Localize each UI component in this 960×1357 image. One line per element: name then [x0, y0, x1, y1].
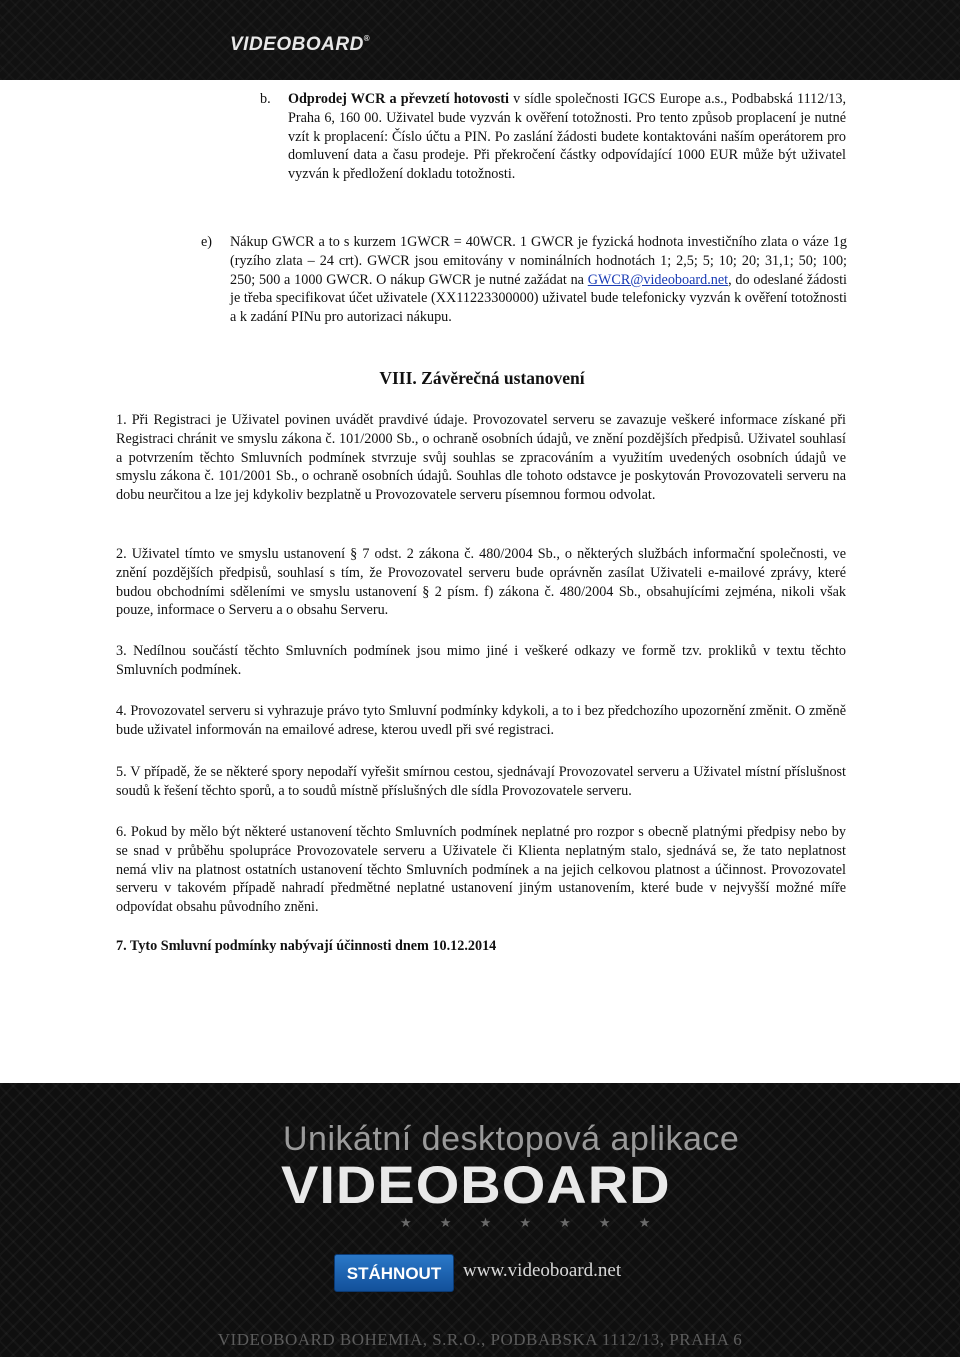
section-e-label: e): [201, 234, 213, 250]
registered-mark: ®: [363, 34, 371, 43]
banner-tagline: Unikátní desktopová aplikace: [283, 1120, 740, 1158]
paragraph-3: 3. Nedílnou součástí těchto Smluvních podmínek jsou mimo jiné i veškeré odkazy ve formě tzv. prokliků v textu těchto Smluvních podmínek.: [116, 643, 846, 678]
section-e-text: Nákup GWCR a to s kurzem 1GWCR = 40WCR. 1 GWCR je fyzická hodnota investičního zlata o váze 1g (ryzího zlata – 24 crt). GWCR jsou emitovány v nominálních hodnotách 1; 2,5; 5; 10; 20; 31,1; 50; 100; 250; 500 a 1000 GWCR. O nákup GWCR je nutné zažádat na: [230, 234, 847, 288]
banner-brand-logo: VIDEOBOARD: [281, 1154, 671, 1215]
email-link[interactable]: GWCR@videoboard.net: [587, 271, 729, 288]
website-link[interactable]: www.videoboard.net: [463, 1260, 622, 1281]
paragraph-1: 1. Při Registraci je Uživatel povinen uvádět pravdivé údaje. Provozovatel serveru se zavazuje veškeré informace získané při Registraci chránit ve smyslu zákona č. 101/2000 Sb., o ochraně osobních údajů, ve znění pozdějších předpisů. Uživatel souhlasí a potvrzením těchto Smluvních podmínek stvrzuje svůj souhlas se zpracováním a využitím uvedených osobních údajů ve smyslu zákona č. 101/2001 Sb., o ochraně osobních údajů. Souhlas dle tohoto odstavce je poskytován Provozovateli serveru na dobu neurčitou a lze jej kdykoliv bezplatně u Provozovatele serveru písemnou formou odvolat.: [116, 412, 846, 504]
paragraph-5: 5. V případě, že se některé spory nepodaří vyřešit smírnou cestou, sjednávají Provozovatel serveru a Uživatel místní příslušnost soudů k řešení těchto sporů, a to soudů místně příslušných dle sídla Provozovatele serveru.: [116, 764, 846, 799]
header-bar: [0, 0, 960, 80]
section-e-text-2: , do odeslané žádosti je třeba specifikovat účet uživatele (XX11223300000) uživatel bude telefonicky vyzván k ověření totožnosti a k zadání PINu pro autorizaci nákupu.: [230, 271, 847, 326]
section-b-label: b.: [260, 91, 271, 107]
section-b-text: v sídle společnosti IGCS Europe a.s., Podbabská 1112/13, Praha 6, 160 00. Uživatel bude vyzván k ověření totožnosti. Pro tento způsob proplacení je nutné vzít k proplacení: Číslo účtu a PIN. Po zaslání žádosti budete kontaktováni naším operátorem pro domluvení data a času prodeje. Při překročení částky odpovídající 1000 EUR může být uživatel vyzván k předložení dokladu totožnosti.: [288, 91, 846, 183]
section-heading: VIII. Závěrečná ustanovení: [379, 368, 585, 388]
section-e: [201, 233, 847, 327]
download-button[interactable]: STÁHNOUT: [334, 1254, 454, 1292]
paragraph-4: 4. Provozovatel serveru si vyhrazuje právo tyto Smluvní podmínky kdykoli, a to i bez předchozího upozornění změnit. O změně bude uživatel informován na emailové adrese, kterou uvedl při své registraci.: [116, 703, 846, 738]
paragraph-2: 2. Uživatel tímto ve smyslu ustanovení § 7 odst. 2 zákona č. 480/2004 Sb., o některých službách informační společnosti, ve znění pozdějších předpisů, souhlasí s tím, že Provozovatel serveru bude oprávněn zasílat Uživateli e-mailové zprávy, které budou obchodními sděleními ve smyslu ustanovení § 2 písm. f) zákona č. 480/2004 Sb., obsahujícími zejména, nikoli však pouze, informace o Serveru a o obsahu Serveru.: [116, 546, 846, 619]
paragraph-6: 6. Pokud by mělo být některé ustanovení těchto Smluvních podmínek neplatné pro rozpor s obecně platnými předpisy nebo by se snad v průběhu spolupráce Provozovatele serveru a Uživatele či Klienta neplatným stalo, sjednává se, že tato neplatnost nemá vliv na platnost ostatních ustanovení těchto Smluvních podmínek a na jejich celkovou platnost a účinnost. Provozovatel serveru v takovém případě nahradí předmětné neplatné ustanovení jiným ustanovením, které bude v nejvyšší možné míře odpovídat obsahu původního zněni.: [116, 824, 846, 916]
section-b-title: Odprodej WCR a převzetí hotovosti: [288, 91, 509, 107]
section-b: [262, 90, 846, 184]
header-logo-text: VIDEOBOARD: [230, 34, 364, 55]
company-address: VIDEOBOARD BOHEMIA, S.R.O., PODBABSKA 1112/13, PRAHA 6: [217, 1330, 743, 1349]
banner-stars: ★ ★ ★ ★ ★ ★ ★: [400, 1216, 663, 1231]
header-logo[interactable]: [230, 34, 370, 56]
paragraph-7: 7. Tyto Smluvní podmínky nabývají účinnosti dnem 10.12.2014: [116, 938, 497, 954]
